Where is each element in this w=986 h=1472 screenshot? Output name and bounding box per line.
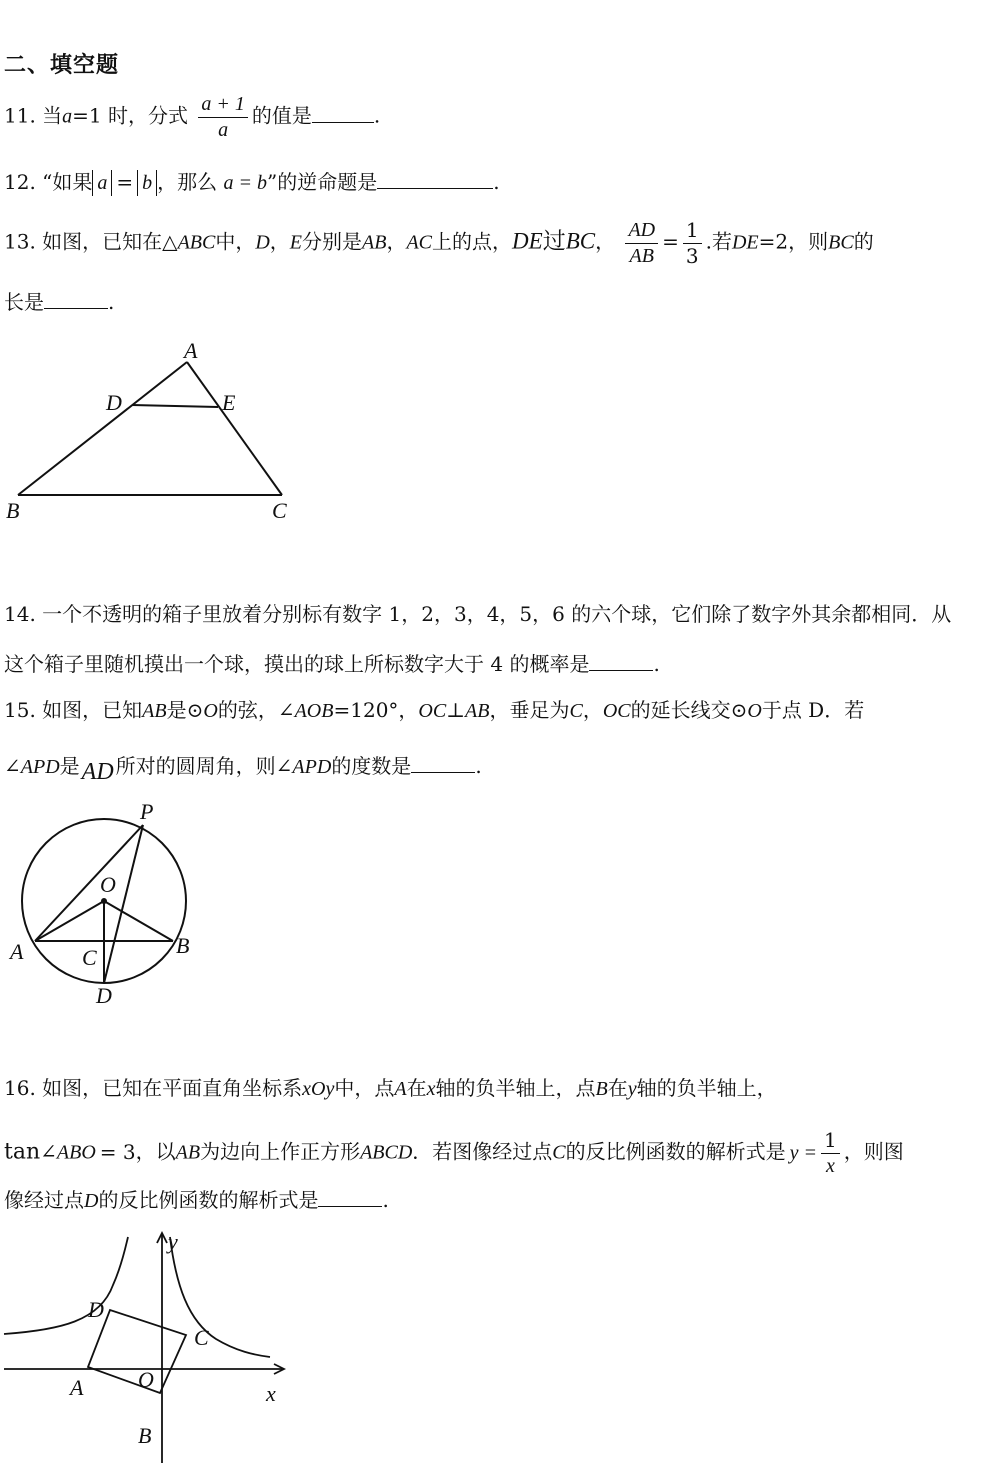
q11-fraction-denominator: a (218, 119, 229, 141)
q16-text: ，以 (135, 1139, 176, 1164)
q11-answer-blank[interactable] (312, 104, 374, 123)
q15-answer-blank[interactable] (411, 754, 475, 773)
q16-text: 轴的负半轴上，点 (435, 1076, 596, 1100)
q13-de: DE (512, 228, 543, 254)
q16-fraction-denominator: x (825, 1155, 835, 1177)
q15-text: 的弦，∠ (217, 698, 295, 722)
q16-c: C (552, 1141, 566, 1164)
q13-comma: ， (595, 229, 616, 254)
question-16-line2 (4, 1128, 904, 1178)
q13-fraction-ad-ab (625, 218, 658, 268)
q16-eq3: = 3 (99, 1139, 136, 1164)
q15-text: ， (582, 698, 603, 722)
q12-text: ，那么 (157, 170, 218, 194)
figure-13-triangle (0, 330, 320, 530)
question-11 (4, 92, 380, 142)
q15-o: O (747, 700, 762, 722)
q11-period: . (373, 103, 381, 128)
q16-d: D (84, 1190, 99, 1212)
triangle-side-ac (187, 362, 282, 495)
segment-de (132, 405, 218, 407)
question-16-line3 (4, 1186, 389, 1215)
q13-de: DE (731, 231, 759, 254)
q13-comma: ， (386, 229, 407, 254)
q13-bc: BC (828, 231, 854, 254)
q16-y-equals: y = (789, 1141, 818, 1164)
q15-o: O (203, 700, 218, 722)
q13-ac: AC (406, 231, 433, 254)
figure-16-coordinate-plane (0, 1225, 300, 1472)
q15-ab: AB (142, 700, 167, 722)
q11-number: 11. (4, 103, 36, 128)
q14-text: 这个箱子里随机摸出一个球，摸出的球上所标数字大于 4 的概率是 (4, 652, 590, 676)
q16-a: A (394, 1078, 407, 1100)
q15-c: C (569, 700, 583, 722)
q15-text: 于点 D．若 (761, 698, 865, 722)
triangle-side-ab (18, 362, 187, 495)
q15-oc: OC (602, 700, 631, 722)
q12-number: 12. (4, 170, 36, 194)
q16-text: 像经过点 (4, 1188, 84, 1212)
question-14-line2 (4, 650, 660, 678)
label-b: B (176, 933, 190, 958)
q12-equals: = (116, 170, 134, 194)
q16-number: 16. (4, 1076, 36, 1100)
q15-text: 如图，已知 (42, 698, 143, 722)
q16-period: . (382, 1188, 389, 1212)
q13-fraction-one-third (683, 218, 702, 268)
label-c: C (272, 498, 287, 523)
q16-answer-blank[interactable] (318, 1188, 382, 1207)
label-p: P (140, 799, 154, 824)
label-c: C (82, 945, 97, 970)
question-15-line2 (4, 752, 482, 785)
q13-equals: = (662, 229, 679, 254)
q13-bc: BC (565, 228, 596, 254)
q12-statement: a = b (223, 172, 268, 194)
q11-text: 的值是 (251, 103, 312, 128)
q16-fraction-numerator: 1 (821, 1128, 840, 1154)
label-b: B (6, 498, 20, 523)
label-a: A (70, 1375, 84, 1400)
q16-text: ，则图 (843, 1139, 904, 1164)
q16-angle-symbol: ∠ (40, 1139, 57, 1164)
q11-fraction-numerator: a + 1 (198, 92, 248, 118)
q12-abs-a: a (92, 170, 112, 196)
q13-text: 上的点， (432, 229, 513, 254)
square-abcd (88, 1310, 186, 1393)
q15-ab: AB (465, 700, 490, 722)
q16-b: B (595, 1078, 608, 1100)
q16-fraction (821, 1128, 840, 1178)
label-c: C (194, 1325, 209, 1350)
q12-text: ”的逆命题是 (267, 170, 378, 194)
label-d: D (106, 390, 122, 415)
q15-perp: ⊥ (446, 698, 466, 722)
q16-abcd: ABCD (360, 1141, 413, 1164)
label-e: E (222, 390, 236, 415)
q15-text: 所对的圆周角，则∠ (115, 754, 293, 778)
label-x: x (266, 1381, 276, 1406)
question-15-line1 (4, 696, 864, 725)
figure-15-circle (0, 795, 220, 1015)
q16-xoy: xOy (302, 1078, 335, 1100)
q15-oc: OC (418, 700, 447, 722)
q13-text: .若 (705, 229, 732, 254)
q12-text: “如果 (42, 170, 93, 194)
label-a: A (184, 338, 198, 363)
q15-text: 是 (59, 754, 80, 778)
label-o: O (138, 1367, 154, 1392)
q13-fraction-numerator: AD (625, 218, 658, 244)
label-y: y (168, 1229, 178, 1254)
q16-text: 为边向上作正方形 (200, 1139, 361, 1164)
q13-number: 13. (4, 229, 36, 254)
q16-text: 轴的负半轴上， (636, 1076, 777, 1100)
q16-text: 中，点 (334, 1076, 395, 1100)
q11-fraction (198, 92, 248, 142)
segment-ob (104, 901, 173, 941)
q13-point-e: E (289, 231, 303, 254)
q16-tan: tan (4, 1139, 41, 1165)
q16-abo: ABO (56, 1141, 96, 1164)
q13-text: =2，则 (758, 229, 829, 254)
q11-text: =1 时，分式 (72, 103, 189, 128)
q16-text: 的反比例函数的解析式是 (565, 1139, 786, 1164)
q14-answer-blank[interactable] (589, 652, 653, 671)
label-o: O (100, 872, 116, 897)
q15-angle-symbol: ∠ (4, 754, 21, 778)
q15-apd: APD (292, 756, 332, 778)
center-dot (101, 898, 107, 904)
label-a: A (10, 939, 24, 964)
q11-var-a: a (62, 105, 73, 128)
question-12 (4, 168, 500, 197)
q16-text: ．若图像经过点 (412, 1139, 553, 1164)
q16-text: 如图，已知在平面直角坐标系 (42, 1076, 303, 1100)
question-16-line1 (4, 1074, 777, 1103)
q13-text: 如图，已知在△ (42, 229, 178, 254)
label-d: D (96, 983, 112, 1008)
curve-second-quadrant (4, 1237, 128, 1334)
question-14-line1: 14. 一个不透明的箱子里放着分别标有数字 1，2，3，4，5，6 的六个球，它们除了数字外其余都相同．从 (4, 602, 952, 626)
q15-text: 是⊙ (166, 698, 204, 722)
q15-period: . (475, 754, 482, 778)
q12-answer-blank[interactable] (377, 170, 493, 189)
q13-comma: ， (269, 229, 290, 254)
q15-text: ，垂足为 (489, 698, 570, 722)
q16-y: y (627, 1078, 637, 1100)
q16-text: 在 (406, 1076, 427, 1100)
q15-arc-ad: AD (81, 759, 114, 785)
question-13-line2 (4, 288, 114, 316)
q16-ab: AB (175, 1141, 201, 1164)
label-b: B (138, 1423, 152, 1448)
q14-period: . (653, 652, 660, 676)
q13-fraction2-numerator: 1 (683, 218, 702, 244)
q13-abc: ABC (177, 231, 216, 254)
q12-period: . (493, 170, 500, 194)
segment-ap (35, 825, 143, 941)
label-d: D (88, 1297, 104, 1322)
section-title: 二、填空题 (4, 53, 120, 78)
q15-apd: APD (20, 756, 60, 778)
q16-x: x (426, 1078, 436, 1100)
segment-oa (35, 901, 104, 941)
q13-answer-blank[interactable] (44, 290, 108, 309)
q13-fraction2-denominator: 3 (685, 244, 699, 268)
q13-ab: AB (362, 231, 387, 254)
q13-fraction-denominator: AB (629, 245, 654, 267)
q13-text: 长是 (4, 290, 44, 314)
q11-text: 当 (42, 103, 63, 128)
q12-abs-b: b (137, 170, 157, 196)
q13-period: . (108, 290, 115, 314)
q16-text: 的反比例函数的解析式是 (98, 1188, 319, 1212)
q15-text: =120°， (333, 698, 419, 722)
q13-text: 中， (215, 229, 256, 254)
q16-text: 在 (607, 1076, 628, 1100)
q15-number: 15. (4, 698, 36, 722)
q15-text: 的度数是 (331, 754, 412, 778)
q13-text: 分别是 (302, 229, 363, 254)
q13-guo: 过 (542, 228, 566, 255)
q15-text: 的延长线交⊙ (630, 698, 748, 722)
question-13 (4, 218, 874, 268)
q13-point-d: D (255, 231, 270, 254)
q13-text: 的 (853, 229, 874, 254)
q15-aob: AOB (294, 700, 334, 722)
